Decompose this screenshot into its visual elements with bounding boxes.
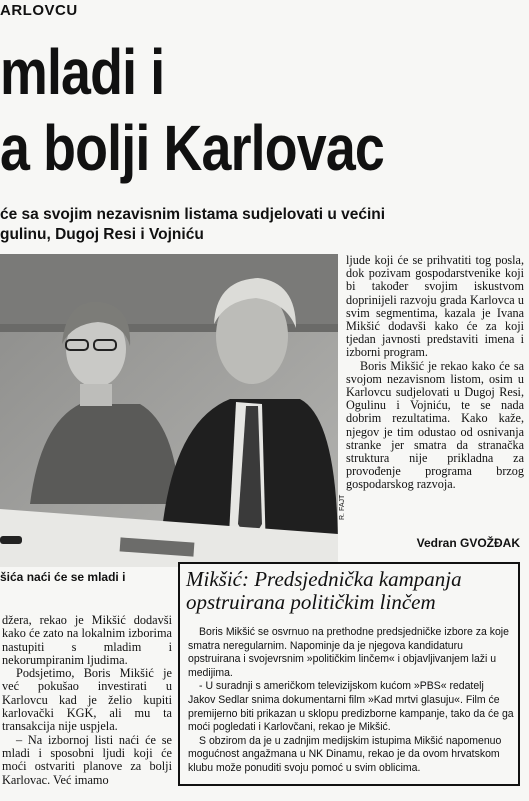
right-paragraph: ljude koji će se prihvatiti tog posla, dok pozivam gospodarstvenike koji bi također svojim iskustvom doprinijeli razvoju grada Karlovca u svim segmentima, kazala je Ivana Mikšić dodavši kako će za koji tjedan javnosti predstaviti imena i izborni program. — [346, 253, 524, 360]
sidebar-article-box — [178, 562, 520, 786]
sidebar-paragraph: - U suradnji s američkom televizijskom kućom »PBS« redatelj Jakov Sedlar snima dokumentarni film »Kad mrtvi glasuju«. Film će premijerno biti prikazan u sklopu predizborne kampanje, tako da će ga moći pogledati i Karlovčani, rekao je Mikšić. — [188, 680, 514, 734]
sidebar-article-body — [188, 626, 514, 776]
author-byline: Vedran GVOŽĐAK — [416, 536, 520, 550]
subheadline-line-1: će sa svojim nezavisnim listama sudjelovati u većini — [0, 206, 386, 223]
headline-line-1: mladi i — [0, 36, 165, 108]
subheadline-line-2: gulinu, Dugoj Resi i Vojniću — [0, 226, 204, 243]
headline-line-2: a bolji Karlovac — [0, 112, 384, 184]
left-paragraph: Podsjetimo, Boris Mikšić je već pokušao investirati u Karlovcu kad je želio kupiti karlovački KGK, ali mu ta transakcija nije uspjela. — [2, 666, 172, 734]
left-paragraph: džera, rekao je Mikšić dodavši kako će zato na lokalnim izborima nastupiti s mladim i nekorumpiranim ljudima. — [2, 613, 172, 667]
section-label: ARLOVCU — [0, 2, 78, 19]
sidebar-article-title: Mikšić: Predsjednička kampanja opstruirana političkim linčem — [186, 567, 462, 614]
press-conference-photo — [0, 254, 338, 567]
right-column-text — [346, 254, 524, 492]
sidebar-paragraph: S obzirom da je u zadnjim medijskim istupima Mikšić napomenuo mogućnost angažmana u NK Dinamu, rekao je da ovom hrvatskom klubu može ponuditi svoju pomoć u svim oblicima. — [188, 734, 502, 774]
right-paragraph: Boris Mikšić je rekao kako će sa svojom nezavisnom listom, osim u Karlovcu sudjelovati u Dugoj Resi, Ogulinu i Vojniću, te se nada dobrim rezultatima. Kako kaže, njegov je tim odustao od osnivanja stranke jer smatra da stranačka struktura nije prikladna za provođenje programa brzog gospodarskog razvoja. — [346, 358, 524, 492]
subheadline — [0, 205, 529, 245]
photo-credit: R. FAJT — [339, 494, 346, 520]
left-paragraph: – Na izbornoj listi naći će se mladi i sposobni ljudi koji će moći ostvariti planove za bolji Karlovac. Već imamo — [2, 732, 172, 787]
left-column-text — [2, 614, 172, 787]
sidebar-paragraph: Boris Mikšić se osvrnuo na prethodne predsjedničke izbore za koje smatra neregularnim. Napominje da je njegova kandidaturu opstruirana i svojevrsnim »političkim linčem« i objavljivanjem laži u medijima. — [188, 626, 509, 679]
photo-caption: šića naći će se mladi i — [0, 570, 126, 584]
